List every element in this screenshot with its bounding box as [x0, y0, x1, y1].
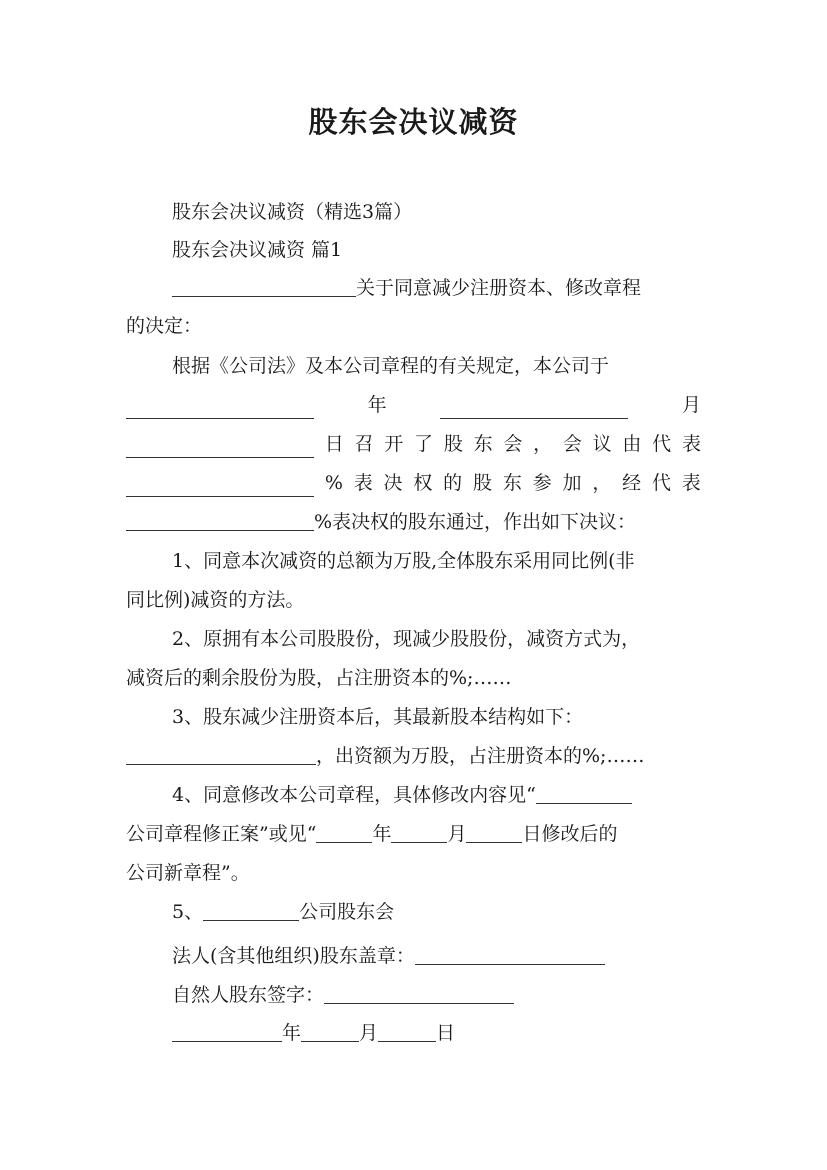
justified-char: 加: [562, 472, 582, 494]
preamble-line3: [126, 430, 701, 458]
justified-char: 东: [502, 472, 522, 494]
date-blank-3[interactable]: [126, 437, 314, 458]
justified-char: ，: [533, 433, 553, 455]
preamble-line4: [126, 469, 701, 497]
percent-blank-2[interactable]: [126, 510, 314, 531]
amend-year-label: 年: [372, 823, 392, 845]
percent-blank-1[interactable]: [126, 476, 314, 497]
sign-year-label: 年: [282, 1022, 302, 1044]
item1-line1: 1、同意本次减资的总额为万股,全体股东采用同比例(非: [172, 550, 635, 572]
sign-day-label: 日: [436, 1022, 456, 1044]
justified-char: 由: [622, 433, 642, 455]
justified-char: 决: [383, 472, 403, 494]
amend-year-blank[interactable]: [316, 822, 372, 843]
item5-text: 公司股东会: [299, 901, 395, 923]
preamble-line1: 根据《公司法》及本公司章程的有关规定，本公司于: [172, 355, 610, 377]
natural-person-label: 自然人股东签字：: [172, 984, 325, 1006]
preamble-line2: [126, 391, 701, 419]
justified-char: 股: [473, 472, 493, 494]
justified-char: 代: [652, 433, 672, 455]
preamble-line5: [126, 508, 701, 536]
decision-title-line2: 的决定：: [126, 315, 203, 337]
amend-day-blank[interactable]: [466, 822, 522, 843]
item4-line2-text: 公司章程修正案”或见“: [126, 823, 317, 845]
sign-month-label: 月: [359, 1022, 379, 1044]
signature-blank[interactable]: [324, 983, 514, 1004]
item5-line: [172, 898, 701, 926]
date-blank-2[interactable]: [440, 398, 628, 419]
justified-char: 代: [651, 472, 671, 494]
natural-person-sign-line: [172, 981, 701, 1009]
amend-day-label: 日修改后的: [522, 823, 618, 845]
item4-line3: 公司新章程”。: [126, 862, 250, 884]
justified-char: 的: [443, 472, 463, 494]
sign-month-blank[interactable]: [301, 1021, 359, 1042]
sign-day-blank[interactable]: [378, 1021, 436, 1042]
legal-person-seal-line: [172, 942, 701, 970]
year-label: 年: [367, 394, 387, 416]
section-heading: 股东会决议减资 篇1: [172, 239, 343, 261]
justified-char: 经: [622, 472, 642, 494]
subtitle: 股东会决议减资（精选3篇）: [172, 201, 413, 223]
decision-title-text: 关于同意减少注册资本、修改章程: [356, 277, 642, 299]
item2-line2: 减资后的剩余股份为股，占注册资本的%;……: [126, 667, 512, 689]
seal-blank[interactable]: [415, 944, 605, 965]
justified-char: 了: [414, 433, 434, 455]
justified-char: 表: [681, 433, 701, 455]
justified-char: 权: [413, 472, 433, 494]
justified-char: 股: [443, 433, 463, 455]
justified-char: 日: [324, 433, 344, 455]
justified-char: %: [324, 472, 343, 494]
justified-char: 召: [354, 433, 374, 455]
document-title: 股东会决议减资: [308, 105, 519, 139]
amend-month-blank[interactable]: [391, 822, 447, 843]
item4-line1-text: 4、同意修改本公司章程，具体修改内容见“: [172, 784, 536, 806]
item4-line1: [172, 781, 701, 809]
item1-line2: 同比例)减资的方法。: [126, 589, 305, 611]
amendment-blank[interactable]: [536, 783, 632, 804]
justified-char: 会: [503, 433, 523, 455]
justified-char: 议: [592, 433, 612, 455]
item2-line1: 2、原拥有本公司股股份，现减少股股份，减资方式为，: [172, 628, 641, 650]
signing-date-line: [172, 1019, 701, 1047]
sign-year-blank[interactable]: [172, 1021, 282, 1042]
amend-month-label: 月: [447, 823, 467, 845]
justified-char: 开: [384, 433, 404, 455]
item5-number: 5、: [172, 901, 204, 923]
item3-line2-text: ，出资额为万股，占注册资本的%;……: [316, 745, 645, 767]
justified-char: ，: [592, 472, 612, 494]
justified-char: 参: [532, 472, 552, 494]
shareholder-blank[interactable]: [126, 744, 316, 765]
preamble-line5-text: %表决权的股东通过，作出如下决议：: [314, 511, 637, 533]
item3-line2: [126, 742, 701, 770]
justified-char: 东: [473, 433, 493, 455]
company-name-blank[interactable]: [172, 276, 356, 297]
decision-title-line1: [172, 274, 701, 302]
month-label: 月: [681, 394, 701, 416]
justified-char: 表: [353, 472, 373, 494]
company-blank[interactable]: [203, 900, 299, 921]
item4-line2: [126, 820, 701, 848]
item3-line1: 3、股东减少注册资本后，其最新股本结构如下：: [172, 706, 584, 728]
justified-char: 表: [681, 472, 701, 494]
justified-char: 会: [562, 433, 582, 455]
legal-person-label: 法人(含其他组织)股东盖章：: [172, 945, 415, 967]
date-blank-1[interactable]: [126, 398, 314, 419]
